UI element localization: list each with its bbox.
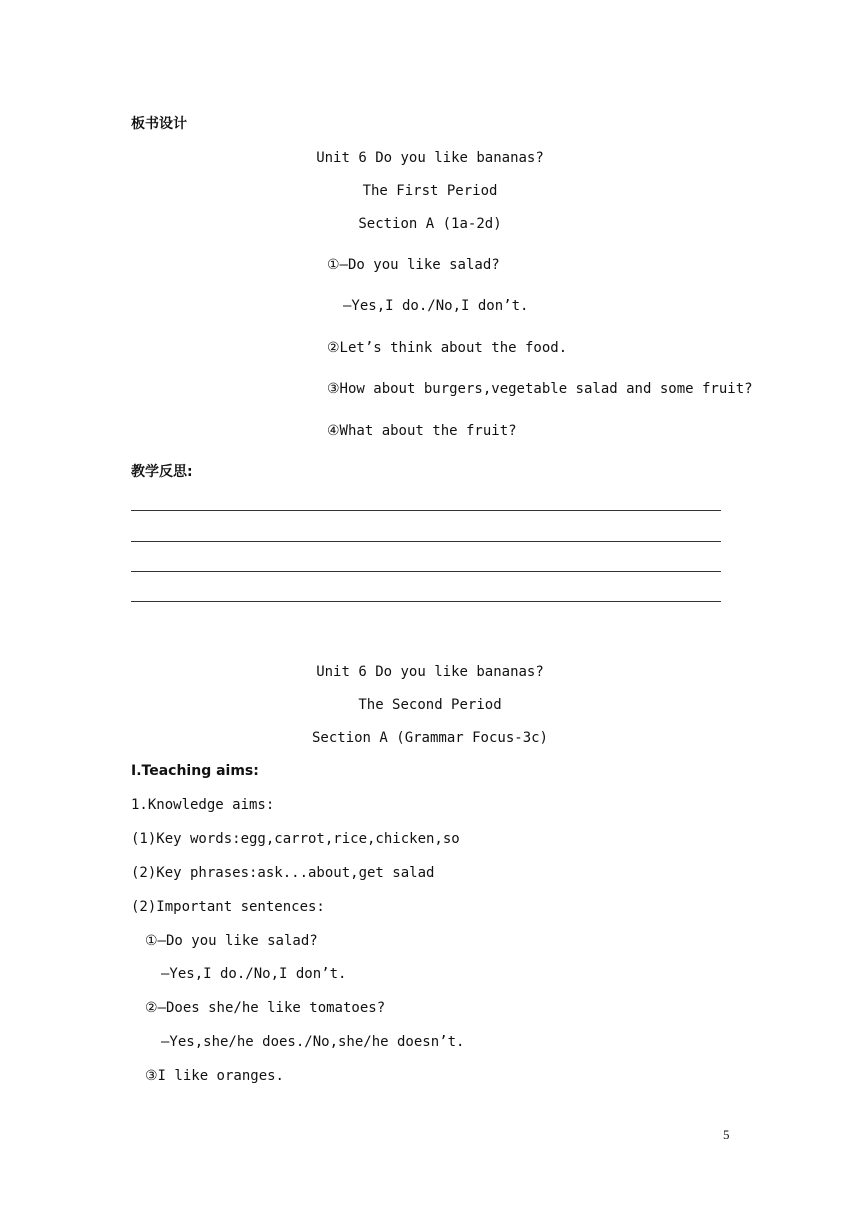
unit-title-2: Unit 6 Do you like bananas?	[316, 664, 544, 680]
reflection-line	[131, 541, 721, 542]
important-sentences: (2)Important sentences:	[131, 899, 325, 915]
sentence-2: —Yes,I do./No,I don’t.	[161, 966, 347, 982]
unit-title: Unit 6 Do you like bananas?	[316, 150, 544, 166]
period-title: The First Period	[362, 183, 498, 199]
sentence-3: ②—Does she/he like tomatoes?	[145, 1000, 386, 1016]
section-title: Section A (1a-2d)	[358, 216, 502, 232]
reflection-heading: 教学反思:	[131, 464, 193, 480]
reflection-line	[131, 571, 721, 572]
knowledge-aims: 1.Knowledge aims:	[131, 797, 275, 813]
section-title-2: Section A (Grammar Focus-3c)	[311, 730, 548, 746]
board-line-5: ④What about the fruit?	[327, 423, 517, 439]
board-line-2: —Yes,I do./No,I don’t.	[343, 298, 529, 314]
board-line-1: ①—Do you like salad?	[327, 257, 500, 273]
board-design-heading: 板书设计	[131, 116, 187, 132]
period-title-2: The Second Period	[358, 697, 502, 713]
key-phrases: (2)Key phrases:ask...about,get salad	[131, 865, 435, 881]
sentence-5: ③I like oranges.	[145, 1068, 284, 1084]
reflection-line	[131, 601, 721, 602]
board-line-3: ②Let’s think about the food.	[327, 340, 568, 356]
teaching-aims-heading: Ⅰ.Teaching aims:	[131, 763, 259, 779]
key-words: (1)Key words:egg,carrot,rice,chicken,so	[131, 831, 460, 847]
sentence-4: —Yes,she/he does./No,she/he doesn’t.	[161, 1034, 465, 1050]
sentence-1: ①—Do you like salad?	[145, 933, 318, 949]
reflection-line	[131, 510, 721, 511]
page-number: 5	[723, 1127, 730, 1142]
board-line-4: ③How about burgers,vegetable salad and some fruit?	[327, 381, 753, 397]
